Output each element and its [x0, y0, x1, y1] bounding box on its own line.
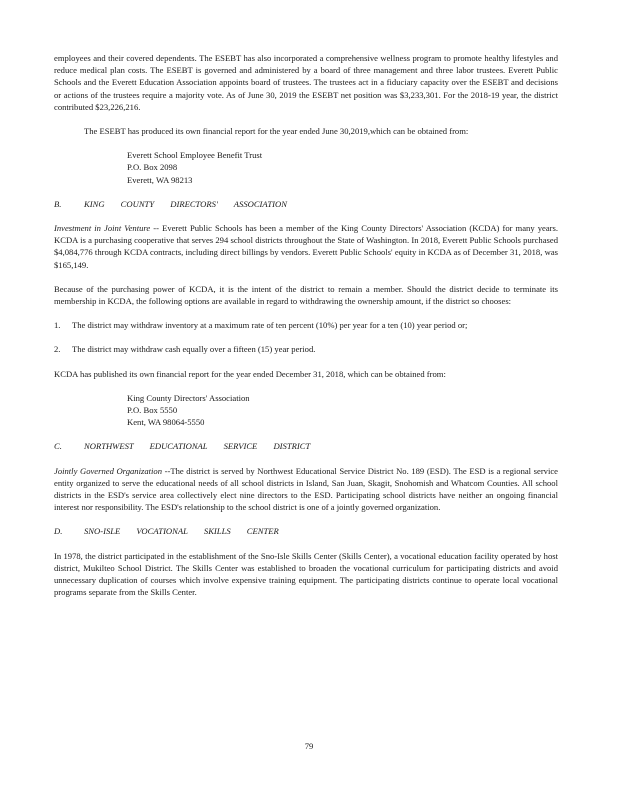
document-page	[54, 52, 558, 599]
paragraph-kcda-report: KCDA has published its own financial report for the year ended December 31, 2018, which can be obtained from:	[54, 368, 446, 379]
paragraph-body: --The district is served by Northwest Educational Service District No. 189 (ESD). The ESD is a regional service entity organized to serve the educational needs of all school districts in Island, San Juan, Skagit, Snohomish and Whatcom Counties. All school districts in the ESD's service area collectively elect nine directors to the ESD. Participating school districts have neither an ongoing financial interest nor responsibility. The ESD's relationship to the school district is one of a jointly governed organization.	[54, 465, 558, 513]
section-heading-b	[54, 198, 558, 210]
paragraph-body: -- Everett Public Schools has been a member of the King County Directors' Association (KCDA) for many years. KCDA is a purchasing cooperative that serves 294 school districts throughout the State of Washington. In 2018, Everett Public Schools purchased $4,084,776 through KCDA contracts, including direct billings by vendors. Everett Public Schools' equity in KCDA as of December 31, 2018, was $165,149.	[54, 223, 558, 270]
list-number: 2.	[54, 344, 61, 355]
address-line: Kent, WA 98064-5550	[127, 417, 205, 428]
section-title: KING COUNTY DIRECTORS' ASSOCIATION	[84, 198, 287, 209]
paragraph-kcda-membership: Because of the purchasing power of KCDA, it is the intent of the district to remain a member. Should the district decide to terminate its membership in KCDA, the following options are available in regard to withdrawing the ownership amount, if the district so chooses:	[54, 283, 558, 307]
list-item	[54, 343, 558, 355]
paragraph-esebt-report: The ESEBT has produced its own financial report for the year ended June 30,2019,which can be obtained from:	[84, 126, 469, 137]
address-esebt	[54, 149, 558, 186]
list-number: 1.	[54, 320, 61, 331]
list-text: The district may withdraw inventory at a maximum rate of ten percent (10%) per year for a ten (10) year period or;	[72, 320, 468, 331]
paragraph-skills-center: In 1978, the district participated in the establishment of the Sno-Isle Skills Center (Skills Center), a vocational education facility operated by host district, Mukilteo School District. The Skills Center was established to broaden the vocational curriculum for participating districts and avoid unnecessary duplication of courses which involve expensive training equipment. The participating districts continue to operate local vocational programs separate from the Skills Center.	[54, 550, 558, 598]
address-line: Everett School Employee Benefit Trust	[127, 150, 263, 161]
run-in-heading: Investment in Joint Venture	[54, 223, 151, 234]
section-title: SNO-ISLE VOCATIONAL SKILLS CENTER	[84, 526, 279, 537]
section-heading-c	[54, 440, 558, 452]
section-letter: D.	[54, 526, 63, 537]
address-line: Everett, WA 98213	[127, 174, 193, 185]
paragraph-esebt: employees and their covered dependents. The ESEBT has also incorporated a comprehensive wellness program to promote healthy lifestyles and reduce medical plan costs. The ESEBT is governed and administered by a board of three management and three labor trustees. Everett Public Schools and the Everett Education Association appoints board of trustees. The trustees act in a fiduciary capacity over the ESEBT and decisions or actions of the trustees require a majority vote. As of June 30, 2019 the ESEBT net position was $3,233,301. For the 2018-19 year, the district contributed $23,226,216.	[54, 53, 558, 112]
paragraph-esd	[54, 465, 558, 514]
paragraph-kcda	[54, 222, 558, 271]
list-item	[54, 319, 558, 331]
address-line: P.O. Box 5550	[127, 405, 178, 416]
section-heading-d	[54, 525, 558, 537]
section-letter: B.	[54, 198, 62, 209]
address-line: King County Directors' Association	[127, 392, 250, 403]
section-letter: C.	[54, 441, 62, 452]
address-line: P.O. Box 2098	[127, 162, 178, 173]
page-number: 79	[304, 741, 314, 751]
section-title: NORTHWEST EDUCATIONAL SERVICE DISTRICT	[84, 441, 311, 452]
list-text: The district may withdraw cash equally over a fifteen (15) year period.	[72, 344, 316, 355]
run-in-heading: Jointly Governed Organization	[54, 465, 162, 476]
address-kcda	[54, 392, 558, 429]
